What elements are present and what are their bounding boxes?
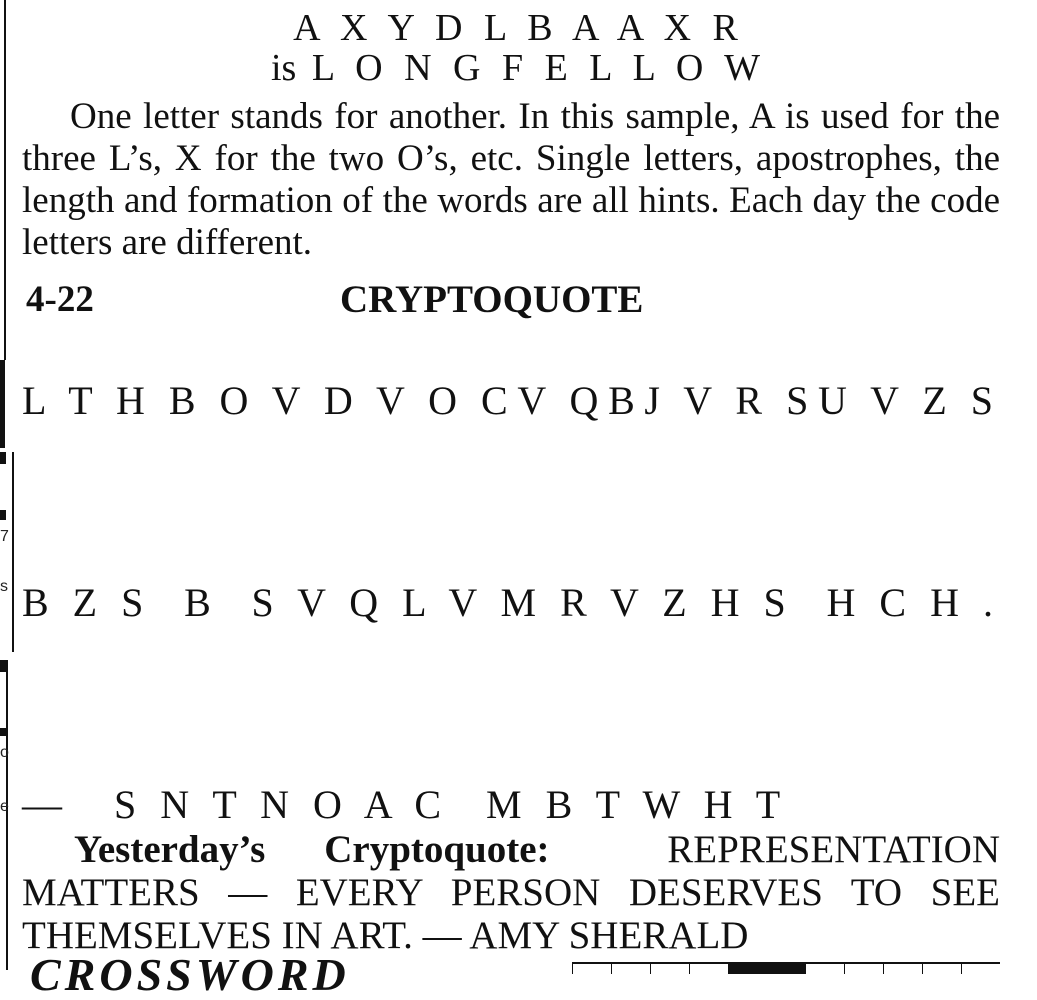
author-dash: —	[22, 782, 62, 827]
sample-answer: L O N G F E L L O W	[311, 47, 767, 89]
cryptogram-line-1	[22, 378, 1000, 424]
left-column-mark	[0, 510, 6, 520]
left-column-mark	[0, 728, 6, 736]
yesterdays-label: Yesterday’s Cryptoquote:	[74, 828, 550, 871]
code-word: L T H B O V D V O C	[22, 378, 515, 423]
code-word: H C H .	[826, 580, 1000, 625]
edge-fragment: 7	[0, 528, 9, 545]
crossword-cell	[844, 964, 883, 974]
left-column-mark	[0, 452, 6, 464]
code-word: S V Q L V M R V Z H S	[251, 580, 793, 625]
author-code-word: S N T N O A C	[114, 782, 449, 827]
code-word: B Z S	[22, 580, 151, 625]
crossword-cell	[611, 964, 650, 974]
puzzle-number: 4-22	[26, 279, 94, 320]
crossword-cell	[728, 964, 767, 974]
left-column-rule-mid	[12, 452, 14, 652]
author-code-word: M B T W H T	[486, 782, 788, 827]
yesterdays-cryptoquote	[22, 828, 1000, 957]
code-word: B	[608, 378, 642, 423]
crossword-cell	[961, 964, 1000, 974]
crossword-cell	[689, 964, 728, 974]
crossword-grid-fragment	[572, 962, 1000, 974]
edge-fragment: e	[0, 798, 9, 815]
cryptogram-line-2	[22, 580, 1000, 626]
crossword-cell	[883, 964, 922, 974]
left-column-rule-thick	[0, 360, 5, 448]
sample-is-word: is	[270, 47, 297, 89]
yesterdays-answer: REPRESENTATION MATTERS — EVERY PERSON DESERVES TO SEE THEMSELVES IN ART. — AMY SHERALD	[22, 828, 1000, 957]
crossword-heading-fragment: CROSSWORD	[30, 949, 350, 1000]
cryptogram-author-line	[22, 782, 825, 828]
crossword-cell	[922, 964, 961, 974]
edge-fragment: o	[0, 744, 9, 761]
crossword-cell	[767, 964, 806, 974]
code-word: U V Z S	[817, 378, 1000, 423]
puzzle-title: CRYPTOQUOTE	[340, 278, 644, 321]
edge-fragment: s	[0, 578, 8, 595]
left-column-mark	[0, 660, 6, 672]
code-word: B	[184, 580, 218, 625]
sample-answer-line	[0, 48, 1037, 88]
code-word: J V R S	[644, 378, 816, 423]
code-word: V Q	[517, 378, 606, 423]
instructions-paragraph: One letter stands for another. In this sample, A is used for the three L’s, X for the two O’s, etc. Single letters, apostrophes, the length and formation of the words are all hints. Each day the code letters are different.	[22, 96, 1000, 263]
crossword-cell	[805, 964, 844, 974]
crossword-cell	[650, 964, 689, 974]
sample-code: A X Y D L B A A X R	[293, 7, 744, 49]
crossword-cell	[572, 964, 611, 974]
